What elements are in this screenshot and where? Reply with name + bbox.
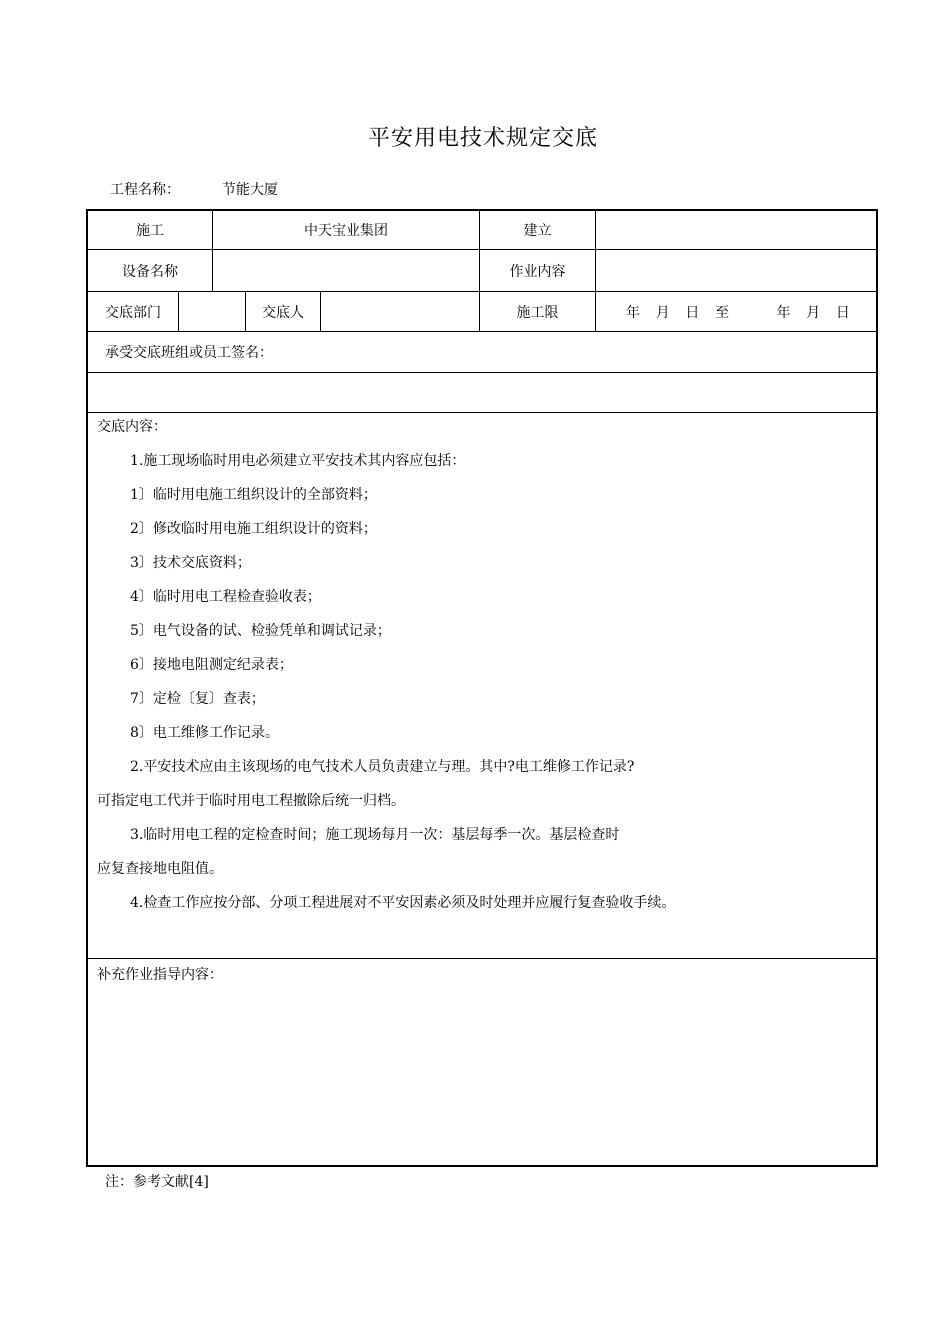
content-line: 2〕修改临时用电施工组织设计的资料； xyxy=(130,521,377,537)
construction-value[interactable]: 中天宝业集团 xyxy=(304,223,388,239)
construction-label: 施工 xyxy=(136,223,164,239)
content-line: 3〕技术交底资料； xyxy=(130,555,251,571)
supervision-value[interactable] xyxy=(596,211,876,249)
date-day: 日 xyxy=(835,304,850,321)
content-label: 交底内容： xyxy=(97,419,167,435)
department-label: 交底部门 xyxy=(105,304,161,321)
equipment-name-value[interactable] xyxy=(213,250,479,291)
document-title: 平安用电技术规定交底 xyxy=(367,126,598,151)
content-line: 4〕临时用电工程检查验收表； xyxy=(130,589,321,605)
content-line: 1.施工现场临时用电必须建立平安技术其内容应包括： xyxy=(130,453,466,469)
supplement-area[interactable] xyxy=(88,993,876,1163)
content-line: 8〕电工维修工作记录。 xyxy=(130,725,279,741)
content-line: 4.检查工作应按分部、分项工程进展对不平安因素必须及时处理并应履行复查验收手续。 xyxy=(130,895,676,911)
equipment-name-label: 设备名称 xyxy=(122,263,178,280)
disclosure-content xyxy=(97,410,868,920)
work-content-label: 作业内容 xyxy=(509,263,566,280)
discloser-value[interactable] xyxy=(321,292,479,331)
work-content-value[interactable] xyxy=(596,250,876,291)
content-line: 应复查接地电阻值。 xyxy=(97,861,223,877)
supplement-section xyxy=(97,958,868,992)
construction-period-dates[interactable] xyxy=(626,292,850,331)
content-line: 5〕电气设备的试、检验凭单和调试记录； xyxy=(130,623,391,639)
supervision-label: 建立 xyxy=(523,223,552,239)
date-year: 年 xyxy=(776,304,791,321)
date-day: 日 xyxy=(685,304,700,321)
content-line: 2.平安技术应由主该现场的电气技术人员负责建立与理。其中?电工维修工作记录? xyxy=(130,759,635,775)
department-value[interactable] xyxy=(179,292,245,331)
content-line: 7〕定检〔复〕查表； xyxy=(130,691,265,707)
signature-area[interactable] xyxy=(88,373,876,412)
project-name xyxy=(110,179,278,199)
date-year: 年 xyxy=(626,304,640,321)
reference-note: 注：参考文献[4] xyxy=(105,1174,209,1190)
content-line: 6〕接地电阻测定纪录表； xyxy=(130,657,293,673)
content-line: 3.临时用电工程的定检查时间；施工现场每月一次：基层每季一次。基层检查时 xyxy=(130,827,620,843)
content-line: 可指定电工代并于临时用电工程撤除后统一归档。 xyxy=(97,793,405,809)
disclosure-form xyxy=(86,209,878,1167)
supplement-label: 补充作业指导内容： xyxy=(97,967,223,983)
content-line: 1〕临时用电施工组织设计的全部资料； xyxy=(130,487,377,503)
project-value: 节能大厦 xyxy=(222,182,278,198)
date-month: 月 xyxy=(655,304,670,321)
project-label: 工程名称： xyxy=(110,182,180,198)
discloser-label: 交底人 xyxy=(262,304,304,321)
signature-label: 承受交底班组或员工签名： xyxy=(105,345,273,361)
date-to: 至 xyxy=(715,304,730,321)
construction-period-label: 施工限 xyxy=(516,304,559,321)
date-month: 月 xyxy=(806,304,821,321)
